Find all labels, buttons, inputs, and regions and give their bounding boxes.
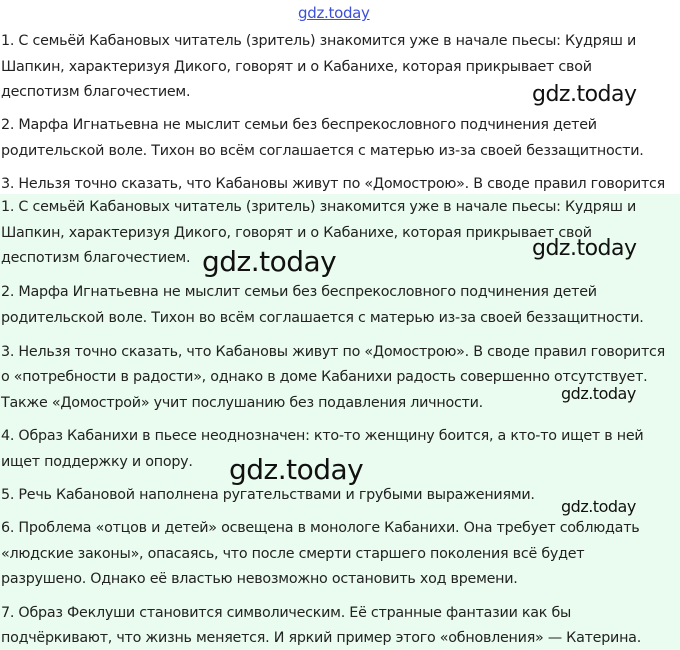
answer-line: Также «Домострой» учит послушанию без подавления личности.: [1, 395, 483, 411]
site-logo-link[interactable]: gdz.today: [298, 4, 370, 22]
answer-line: 6. Проблема «отцов и детей» освещена в монологе Кабанихи. Она требует соблюдать: [1, 520, 640, 536]
answer-line: 4. Образ Кабанихи в пьесе неоднозначен: кто-то женщину боится, а кто-то ищет в ней: [1, 428, 644, 444]
answer-line: о «потребности в радости», однако в доме Кабанихи радость совершенно отсутствует.: [1, 369, 648, 385]
answer-line: 5. Речь Кабановой наполнена ругательствами и грубыми выражениями.: [1, 487, 535, 503]
text-line: Шапкин, характеризуя Дикого, говорят и о Кабанихе, которая прикрывает свой: [1, 59, 592, 75]
answer-line: подчёркивают, что жизнь меняется. И яркий пример этого «обновления» — Катерина.: [1, 630, 641, 646]
answer-line: ищет поддержку и опору.: [1, 454, 193, 470]
answer-line: 7. Образ Феклуши становится символическим. Её странные фантазии как бы: [1, 605, 572, 621]
watermark: gdz.today: [532, 236, 637, 261]
text-line: 3. Нельзя точно сказать, что Кабановы живут по «Домострою». В своде правил говорится: [1, 176, 666, 192]
answer-line: 2. Марфа Игнатьевна не мыслит семьи без беспрекословного подчинения детей: [1, 284, 597, 300]
watermark: gdz.today: [202, 245, 337, 278]
watermark: gdz.today: [561, 384, 636, 403]
answer-line: деспотизм благочестием.: [1, 250, 191, 266]
answer-line: родительской воле. Тихон во всём соглашается с матерью из-за своей беззащитности.: [1, 310, 644, 326]
answer-line: 1. С семьёй Кабановых читатель (зритель) знакомится уже в начале пьесы: Кудряш и: [1, 199, 637, 215]
answer-line: 3. Нельзя точно сказать, что Кабановы живут по «Домострою». В своде правил говорится: [1, 344, 666, 360]
text-line: 2. Марфа Игнатьевна не мыслит семьи без беспрекословного подчинения детей: [1, 117, 597, 133]
answer-line: разрушено. Однако её властью невозможно остановить ход времени.: [1, 571, 518, 587]
answer-line: «людские законы», опасаясь, что после смерти старшего поколения всё будет: [1, 546, 585, 562]
text-line: родительской воле. Тихон во всём соглашается с матерью из-за своей беззащитности.: [1, 143, 644, 159]
watermark: gdz.today: [532, 82, 637, 107]
watermark: gdz.today: [229, 453, 364, 486]
answer-line: Шапкин, характеризуя Дикого, говорят и о Кабанихе, которая прикрывает свой: [1, 225, 592, 241]
text-line: 1. С семьёй Кабановых читатель (зритель) знакомится уже в начале пьесы: Кудряш и: [1, 33, 637, 49]
watermark: gdz.today: [561, 497, 636, 516]
text-line: деспотизм благочестием.: [1, 84, 191, 100]
